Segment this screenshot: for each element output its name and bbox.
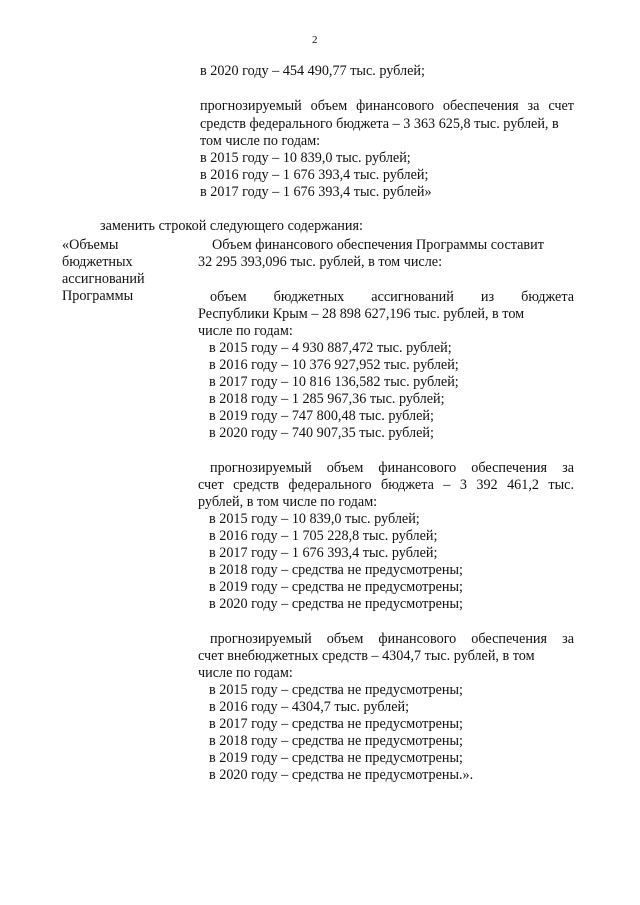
budget-year-2016: в 2016 году – 10 376 927,952 тыс. рублей; (209, 357, 459, 373)
budget-year-2017: в 2017 году – 10 816 136,582 тыс. рублей; (209, 374, 459, 390)
extra-year-2017: в 2017 году – средства не предусмотрены; (209, 716, 463, 732)
left-label-line-1: «Объемы (62, 237, 119, 253)
page-number: 2 (312, 34, 318, 46)
extra-year-2019: в 2019 году – средства не предусмотрены; (209, 750, 463, 766)
top-line-2020: в 2020 году – 454 490,77 тыс. рублей; (200, 63, 425, 79)
extra-year-2015: в 2015 году – средства не предусмотрены; (209, 682, 463, 698)
fed-para-line-1: прогнозируемый объем финансового обеспечения за (210, 460, 574, 476)
extra-year-2018: в 2018 году – средства не предусмотрены; (209, 733, 463, 749)
top-fed-para-line-2: средств федерального бюджета – 3 363 625,8 тыс. рублей, в (200, 116, 559, 132)
fed-year-2020: в 2020 году – средства не предусмотрены; (209, 596, 463, 612)
left-label-line-3: ассигнований (62, 271, 145, 287)
extra-para-line-1: прогнозируемый объем финансового обеспечения за (210, 631, 574, 647)
extra-para-line-2: счет внебюджетных средств – 4304,7 тыс. рублей, в том (198, 648, 535, 664)
fed-year-2018: в 2018 году – средства не предусмотрены; (209, 562, 463, 578)
left-label-line-2: бюджетных (62, 254, 133, 270)
intro-line-2: 32 295 393,096 тыс. рублей, в том числе: (198, 254, 443, 270)
top-fed-para-line-3: том числе по годам: (200, 133, 321, 149)
left-label-line-4: Программы (62, 288, 134, 304)
budget-year-2020: в 2020 году – 740 907,35 тыс. рублей; (209, 425, 434, 441)
top-fed-year-2015: в 2015 году – 10 839,0 тыс. рублей; (200, 150, 411, 166)
fed-year-2016: в 2016 году – 1 705 228,8 тыс. рублей; (209, 528, 438, 544)
top-fed-para-line-1: прогнозируемый объем финансового обеспечения за счет (200, 98, 574, 114)
extra-year-2020: в 2020 году – средства не предусмотрены.». (209, 767, 474, 783)
fed-year-2019: в 2019 году – средства не предусмотрены; (209, 579, 463, 595)
fed-year-2015: в 2015 году – 10 839,0 тыс. рублей; (209, 511, 420, 527)
top-fed-year-2016: в 2016 году – 1 676 393,4 тыс. рублей; (200, 167, 429, 183)
extra-year-2016: в 2016 году – 4304,7 тыс. рублей; (209, 699, 410, 715)
budget-year-2019: в 2019 году – 747 800,48 тыс. рублей; (209, 408, 434, 424)
budget-para-line-3: числе по годам: (198, 323, 293, 339)
fed-para-line-2: счет средств федерального бюджета – 3 392 461,2 тыс. (198, 477, 574, 493)
budget-year-2018: в 2018 году – 1 285 967,36 тыс. рублей; (209, 391, 445, 407)
budget-year-2015: в 2015 году – 4 930 887,472 тыс. рублей; (209, 340, 452, 356)
replace-instruction: заменить строкой следующего содержания: (100, 218, 363, 234)
budget-para-line-1: объем бюджетных ассигнований из бюджета (210, 289, 574, 305)
fed-para-line-3: рублей, в том числе по годам: (198, 494, 378, 510)
intro-line-1: Объем финансового обеспечения Программы составит (212, 237, 544, 253)
budget-para-line-2: Республики Крым – 28 898 627,196 тыс. рублей, в том (198, 306, 525, 322)
extra-para-line-3: числе по годам: (198, 665, 293, 681)
fed-year-2017: в 2017 году – 1 676 393,4 тыс. рублей; (209, 545, 438, 561)
top-fed-year-2017: в 2017 году – 1 676 393,4 тыс. рублей» (200, 184, 432, 200)
